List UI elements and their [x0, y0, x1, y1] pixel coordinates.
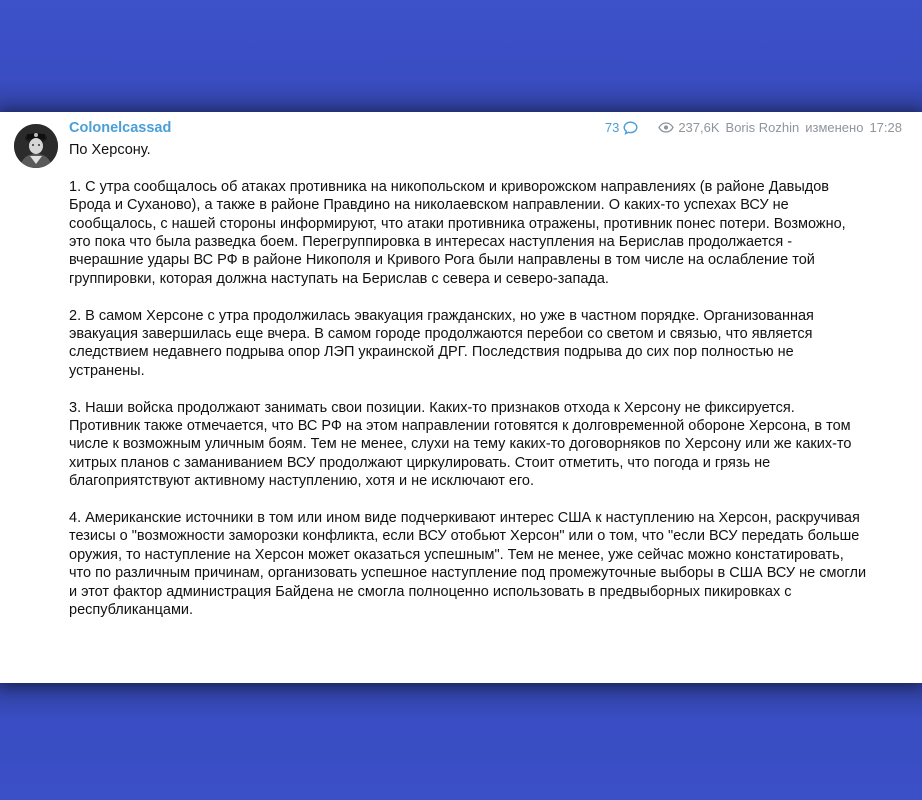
comment-bubble-icon — [623, 121, 638, 135]
channel-post-card — [0, 112, 922, 683]
views-counter — [658, 120, 719, 135]
avatar-portrait-icon — [14, 124, 58, 168]
views-count: 237,6K — [678, 120, 720, 135]
eye-icon — [658, 122, 674, 133]
post-paragraph: 4. Американские источники в том или ином виде подчеркивают интерес США к наступлению на Херсон, раскручивая тезисы о "возможности заморозки конфликта, если ВСУ отобьют Херсон" или о том, что "если ВСУ передать больше оружия, то наступление на Херсон может оказаться успешным". Тем не менее, уже сейчас можно констатировать, что по различным причинам, организовать успешное наступление под промежуточные выборы в США ВСУ не смогли и этот фактор администрация Байдена не смогла полноценно использовать в предвыборных пикировках с республиканцами. — [69, 510, 867, 619]
post-text — [69, 141, 869, 638]
channel-name[interactable]: Colonelcassad — [69, 120, 172, 136]
post-time: 17:28 — [869, 120, 902, 135]
post-author: Boris Rozhin — [725, 120, 800, 135]
comments-count: 73 — [604, 120, 620, 135]
channel-avatar[interactable] — [14, 124, 58, 168]
post-title: По Херсону. — [69, 142, 151, 158]
post-paragraph: 2. В самом Херсоне с утра продолжилась эвакуация гражданских, но уже в частном порядке. Организованная эвакуация завершилась еще вчера. В самом городе продолжаются перебои со светом и связью, что является следствием недавнего подрыва опор ЛЭП украинской ДРГ. Последствия подрыва до сих пор полностью не устранены. — [69, 307, 814, 379]
post-paragraph: 1. С утра сообщалось об атаках противника на никопольском и криворожском направлениях (в районе Давыдов Брода и Суханово), а также в районе Правдино на николаевском направлении. О каких-то успехах ВСУ не сообщалось, с нашей стороны информируют, что атаки противника отражены, противник понес потери. Возможно, это пока что была разведка боем. Перегруппировка в интересах наступления на Берислав продолжается - вчерашние удары ВС РФ в районе Никополя и Кривого Рога были направлены в том числе на ослабление той группировки, которая должна наступать на Берислав с севера и северо-запада. — [69, 178, 846, 287]
background-bottom — [0, 683, 922, 800]
edited-label: изменено — [805, 120, 864, 135]
post-paragraph: 3. Наши войска продолжают занимать свои позиции. Каких-то признаков отхода к Херсону не фиксируется. Противник также отмечается, что ВС РФ на этом направлении готовятся к долговременной обороне Херсона, в том числе к возможным уличным боям. Тем не менее, слухи на тему каких-то договорняков по Херсону или же каких-то хитрых планов с заманиванием ВСУ продолжают циркулировать. Стоит отметить, что погода и грязь не благоприятствуют активному наступлению, хотя и не исключают его. — [69, 399, 852, 490]
background-top — [0, 0, 922, 112]
comments-link[interactable] — [605, 120, 638, 135]
post-meta — [605, 120, 902, 135]
